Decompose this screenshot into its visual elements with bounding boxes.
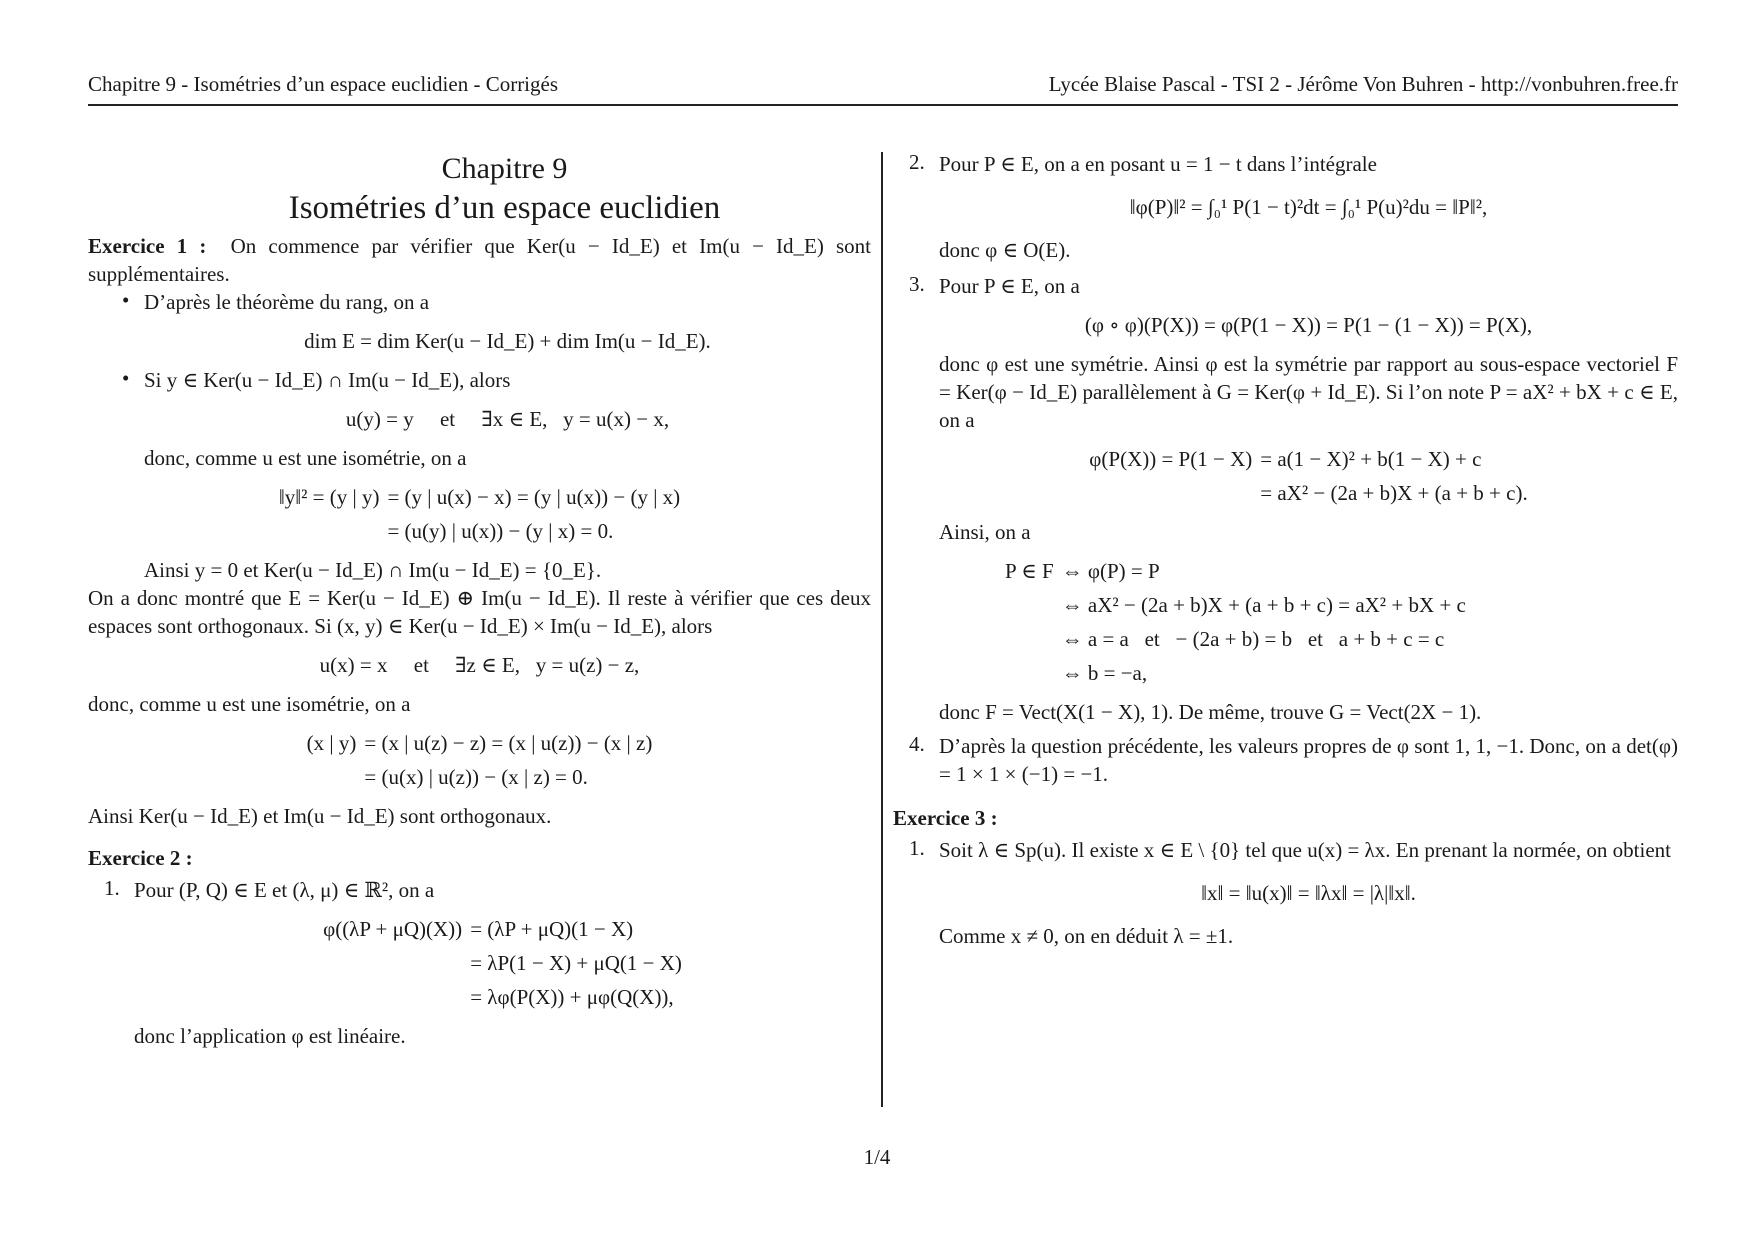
chapter-title: Isométries d’un espace euclidien (288, 190, 721, 226)
exercise-2-label: Exercice 2 : (88, 846, 193, 870)
equation-norm: ‖x‖ = ‖u(x)‖ = ‖λx‖ = |λ|‖x‖. (1201, 881, 1416, 905)
ex2-question-1-text: Pour (P, Q) ∈ E et (λ, μ) ∈ ℝ², on a (134, 878, 435, 902)
ex2-question-3-text: Pour P ∈ E, on a (939, 274, 1080, 298)
ex3-question-1-text: Soit λ ∈ Sp(u). Il existe x ∈ E \ {0} tel que u(x) = λx. En prenant la normée, on obtient (939, 838, 1671, 862)
aligned-phi-p-lhs: φ(P(X)) = P(1 − X) (1089, 447, 1253, 471)
equation-integral: ‖φ(P)‖² = ∫₀¹ P(1 − t)²dt = ∫₀¹ P(u)²du = ‖P‖², (1129, 195, 1488, 219)
exercise-1-label: Exercice 1 : (88, 234, 207, 258)
bullet-2-text-2: donc, comme u est une isométrie, on a (144, 446, 467, 470)
aligned-linearity-row-1: = (λP + μQ)(1 − X) (470, 917, 634, 941)
ex2-question-2-conclusion: donc φ ∈ O(E). (939, 238, 1071, 262)
bullet-2-text: Si y ∈ Ker(u − Id_E) ∩ Im(u − Id_E), alors (144, 368, 511, 392)
ex2-question-1 (88, 876, 871, 904)
equation-rank: dim E = dim Ker(u − Id_E) + dim Im(u − Id_E). (304, 329, 711, 353)
exercise-1-intro (88, 232, 871, 288)
isometry-text: donc, comme u est une isométrie, on a (88, 692, 411, 716)
equation-involution: (φ ∘ φ)(P(X)) = φ(P(1 − X)) = P(1 − (1 − X)) = P(X), (1084, 313, 1533, 337)
ex2-question-4 (893, 732, 1678, 788)
ex2-question-2-text: Pour P ∈ E, on a en posant u = 1 − t dans l’intégrale (939, 152, 1377, 176)
aligned-phi-p (939, 444, 1678, 508)
aligned-equivalences-row-2: ⇔ aX² − (2a + b)X + (a + b + c) = aX² + bX + c (1061, 593, 1466, 617)
header-left: Chapitre 9 - Isométries d’un espace euclidien - Corrigés (88, 72, 559, 96)
aligned-linearity-row-3: = λφ(P(X)) + μφ(Q(X)), (470, 985, 674, 1009)
aligned-linearity (134, 914, 871, 1012)
exercise-3-label: Exercice 3 : (893, 806, 998, 830)
exercise-1-intro-text: On commence par vérifier que Ker(u − Id_E) et Im(u − Id_E) sont supplémentaires. (88, 234, 871, 286)
aligned-x-y (88, 728, 871, 792)
ex2-question-2-number: 2. (909, 150, 925, 174)
aligned-x-y-row-2: = (u(x) | u(z)) − (x | z) = 0. (364, 765, 588, 789)
equation-u-y: u(y) = y et ∃x ∈ E, y = u(x) − x, (345, 407, 670, 431)
right-column (893, 150, 1678, 950)
aligned-linearity-row-2: = λP(1 − X) + μQ(1 − X) (470, 951, 682, 975)
aligned-equivalences (939, 556, 1678, 688)
symmetry-paragraph: donc φ est une symétrie. Ainsi φ est la symétrie par rapport au sous-espace vectoriel F = Ker(φ − Id_E) parallèlement à G = Ker(φ + Id_E). Si l’on note P = aX² + bX + c ∈ E, on a (939, 352, 1678, 432)
ex2-question-3-number: 3. (909, 272, 925, 296)
ex2-question-3 (893, 272, 1678, 300)
ex3-question-1-number: 1. (909, 836, 925, 860)
bullet-2-conclusion: Ainsi y = 0 et Ker(u − Id_E) ∩ Im(u − Id_E) = {0_E}. (144, 558, 602, 582)
equation-u-x: u(x) = x et ∃z ∈ E, y = u(z) − z, (319, 653, 640, 677)
ex2-question-4-text: D’après la question précédente, les valeurs propres de φ sont 1, 1, −1. Donc, on a det(φ) = 1 × 1 × (−1) = −1. (939, 734, 1678, 786)
ex2-question-1-number: 1. (104, 876, 120, 900)
bullet-1: • D’après le théorème du rang, on a (88, 288, 871, 316)
chapter-number: Chapitre 9 (441, 152, 568, 185)
left-column (88, 150, 871, 1050)
ainsi-text: Ainsi, on a (939, 520, 1031, 544)
ex2-question-3-conclusion: donc F = Vect(X(1 − X), 1). De même, trouve G = Vect(2X − 1). (939, 700, 1482, 724)
column-divider (881, 152, 883, 1107)
ex2-question-2 (893, 150, 1678, 178)
aligned-equivalences-row-1: ⇔ φ(P) = P (1061, 559, 1160, 583)
aligned-norm-y-lhs: ‖y‖² = (y | y) (278, 485, 380, 509)
aligned-equivalences-row-4: ⇔ b = −a, (1061, 661, 1148, 685)
ex2-question-4-number: 4. (909, 732, 925, 756)
aligned-norm-y (88, 482, 871, 546)
aligned-phi-p-row-2: = aX² − (2a + b)X + (a + b + c). (1260, 481, 1528, 505)
aligned-norm-y-row-1: = (y | u(x) − x) = (y | u(x)) − (y | x) (387, 485, 681, 509)
exercise-1-conclusion: Ainsi Ker(u − Id_E) et Im(u − Id_E) sont orthogonaux. (88, 804, 552, 828)
aligned-linearity-lhs: φ((λP + μQ)(X)) (323, 917, 463, 941)
page-number: 1/4 (863, 1145, 891, 1169)
ex3-question-1 (893, 836, 1678, 864)
aligned-norm-y-row-2: = (u(y) | u(x)) − (y | x) = 0. (387, 519, 614, 543)
orthogonality-paragraph: On a donc montré que E = Ker(u − Id_E) ⊕ Im(u − Id_E). Il reste à vérifier que ces deux espaces sont orthogonaux. Si (x, y) ∈ Ker(u − Id_E) × Im(u − Id_E), alors (88, 586, 871, 638)
ex3-question-1-conclusion: Comme x ≠ 0, on en déduit λ = ±1. (939, 924, 1234, 948)
aligned-phi-p-row-1: = a(1 − X)² + b(1 − X) + c (1260, 447, 1482, 471)
aligned-x-y-lhs: (x | y) (306, 731, 357, 755)
bullet-2: • Si y ∈ Ker(u − Id_E) ∩ Im(u − Id_E), alors (88, 366, 871, 394)
aligned-equivalences-row-3: ⇔ a = a et − (2a + b) = b et a + b + c = c (1061, 627, 1445, 651)
ex2-question-1-conclusion: donc l’application φ est linéaire. (134, 1024, 406, 1048)
header-right: Lycée Blaise Pascal - TSI 2 - Jérôme Von Buhren - http://vonbuhren.free.fr (1048, 72, 1678, 96)
aligned-x-y-row-1: = (x | u(z) − z) = (x | u(z)) − (x | z) (364, 731, 653, 755)
bullet-1-text: D’après le théorème du rang, on a (144, 290, 430, 314)
page-header (88, 70, 1678, 106)
aligned-equivalences-lhs: P ∈ F (1005, 559, 1054, 583)
